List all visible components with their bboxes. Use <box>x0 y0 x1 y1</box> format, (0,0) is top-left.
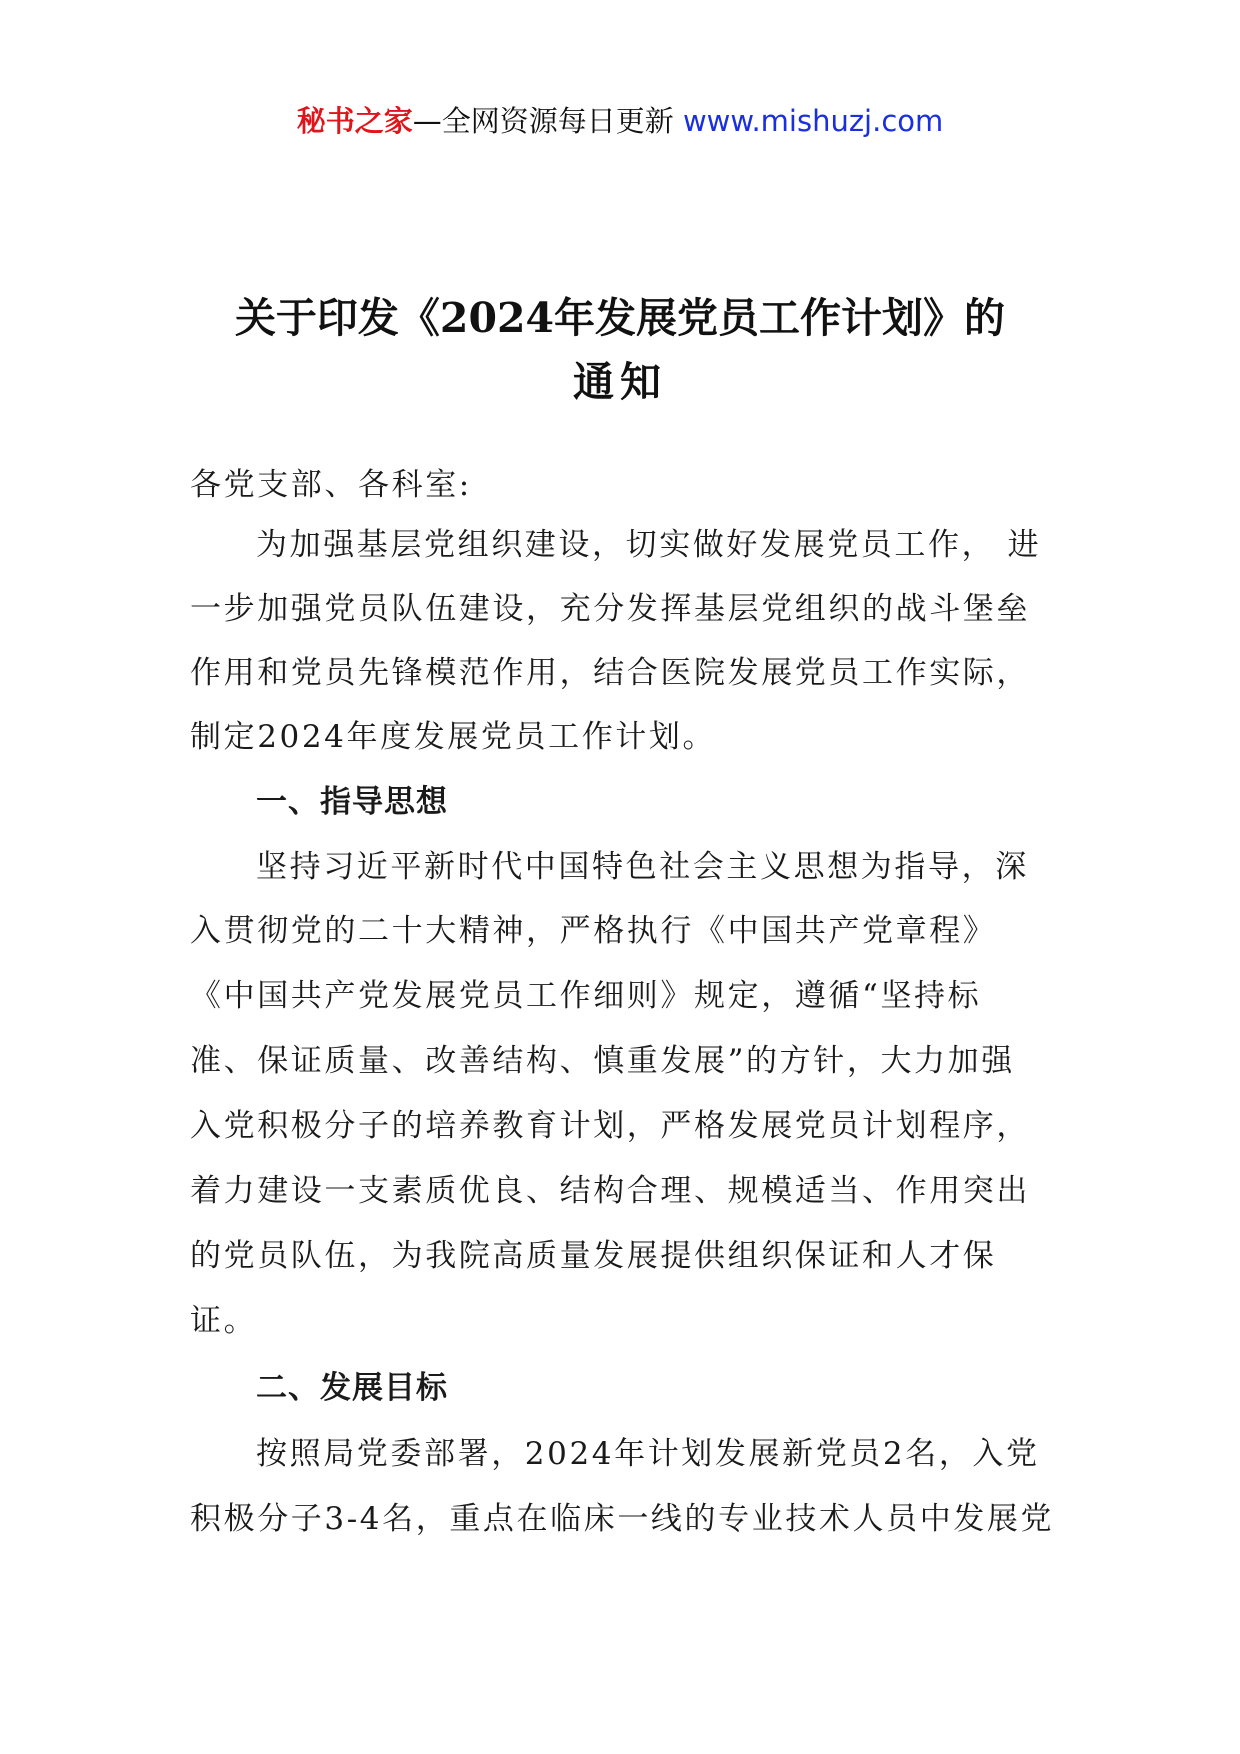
document-title-line-1: 关于印发《2024年发展党员工作计划》的 <box>234 294 1006 342</box>
section-2-line: 按照局党委部署，2024年计划发展新党员2名，入党 <box>256 1436 1040 1472</box>
section-1-line: 入贯彻党的二十大精神，严格执行《中国共产党章程》 <box>190 913 997 949</box>
salutation: 各党支部、各科室: <box>190 467 472 503</box>
header-banner <box>0 101 1240 141</box>
section-1-line: 的党员队伍，为我院高质量发展提供组织保证和人才保 <box>190 1238 997 1274</box>
section-1-line: 《中国共产党发展党员工作细则》规定，遵循“坚持标 <box>190 978 982 1014</box>
section-heading-guiding-ideology: 一、指导思想 <box>256 784 448 820</box>
intro-line: 制定2024年度发展党员工作计划。 <box>190 719 717 755</box>
intro-line: 一步加强党员队伍建设，充分发挥基层党组织的战斗堡垒 <box>190 591 1030 627</box>
site-url-link[interactable]: www.mishuzj.com <box>682 104 944 138</box>
intro-line: 作用和党员先锋模范作用，结合医院发展党员工作实际， <box>190 655 1030 691</box>
header-tagline: —全网资源每日更新 <box>412 104 683 138</box>
section-1-line: 准、保证质量、改善结构、慎重发展”的方针，大力加强 <box>190 1043 1015 1079</box>
brand-name: 秘书之家 <box>296 104 413 138</box>
intro-line: 为加强基层党组织建设，切实做好发展党员工作， 进 <box>256 527 1042 563</box>
section-heading-development-goals: 二、发展目标 <box>256 1370 448 1406</box>
section-1-line: 入党积极分子的培养教育计划，严格发展党员计划程序， <box>190 1108 1030 1144</box>
section-1-line: 着力建设一支素质优良、结构合理、规模适当、作用突出 <box>190 1173 1030 1209</box>
section-1-line: 证。 <box>190 1303 258 1339</box>
section-1-line: 坚持习近平新时代中国特色社会主义思想为指导，深 <box>256 849 1029 885</box>
section-2-line: 积极分子3-4名，重点在临床一线的专业技术人员中发展党 <box>190 1501 1055 1537</box>
document-title-line-2: 通知 <box>573 358 667 406</box>
